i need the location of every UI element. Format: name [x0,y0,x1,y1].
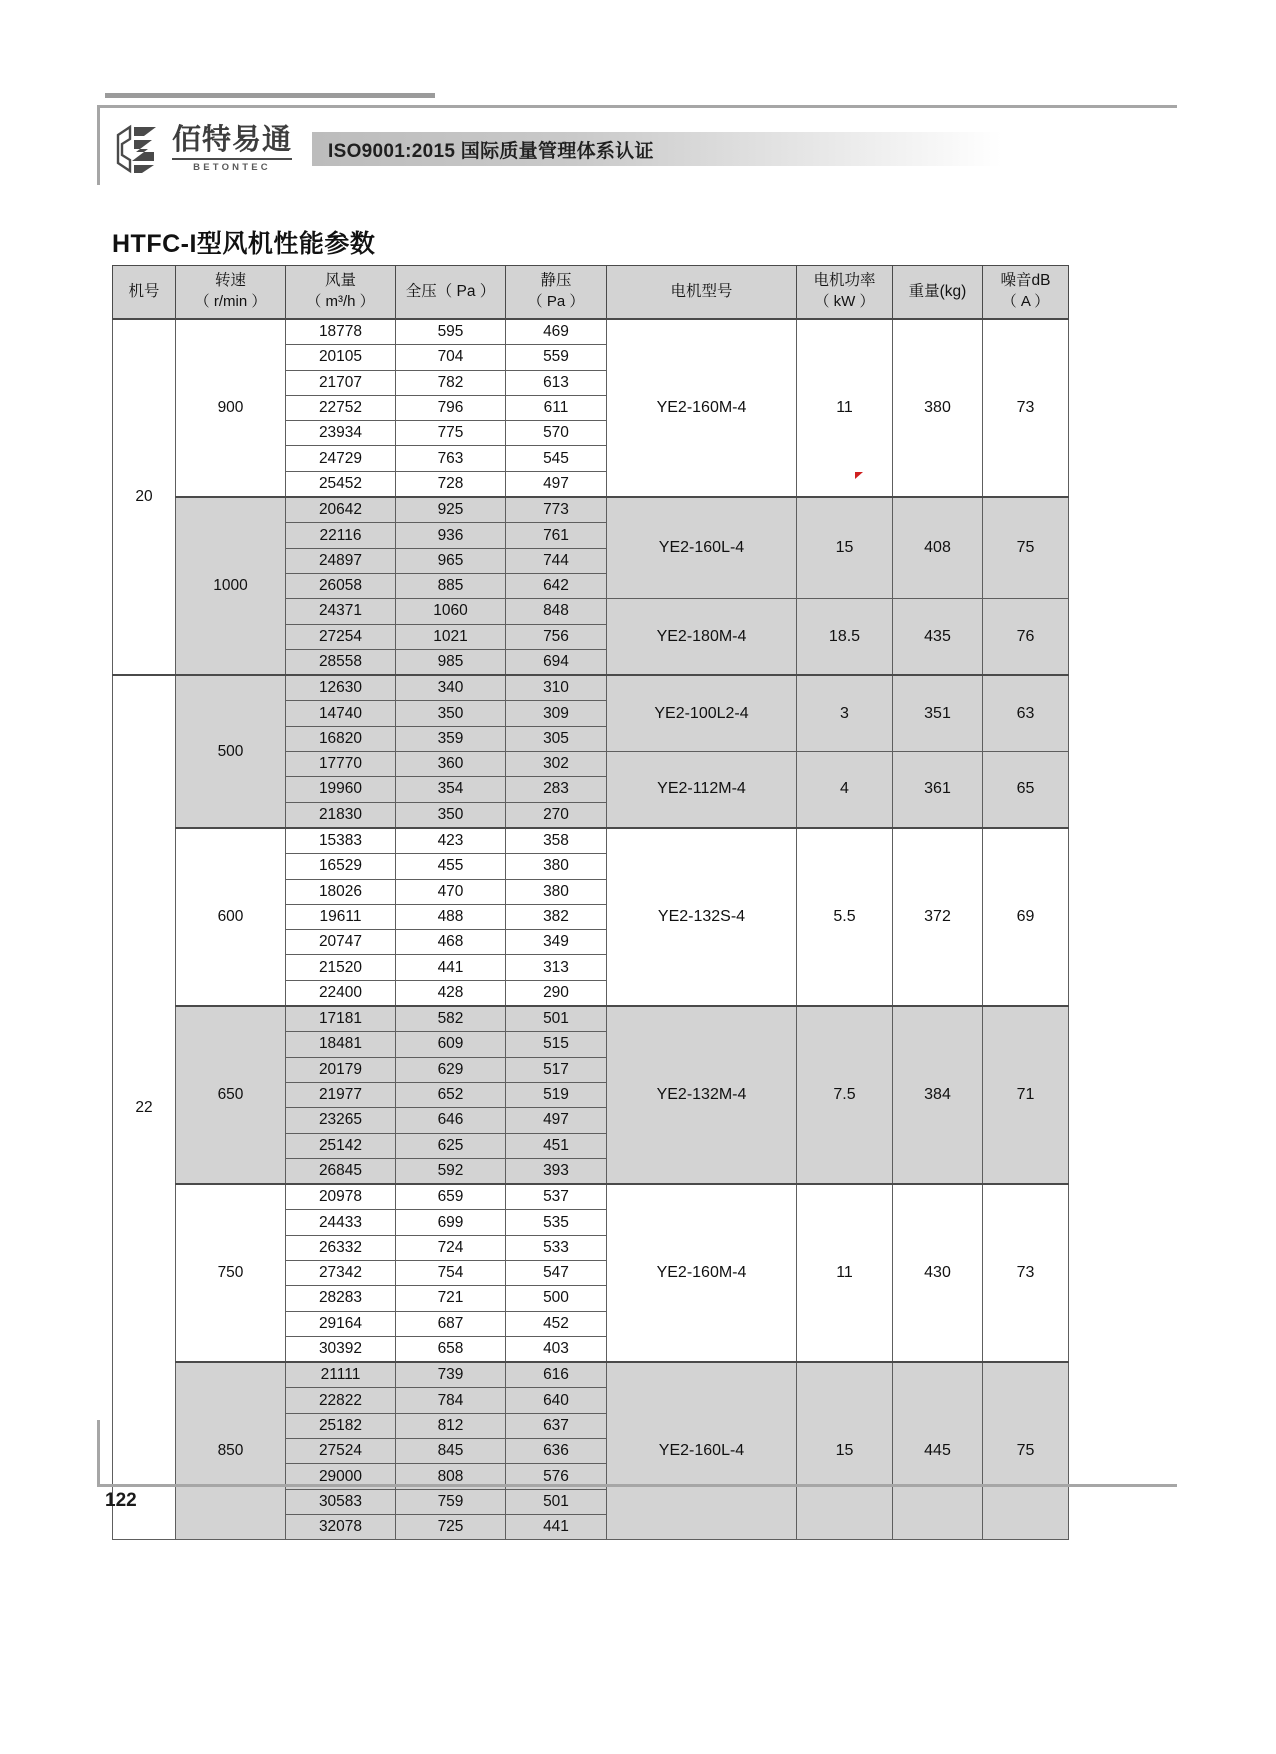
static-pressure-cell: 515 [506,1032,607,1057]
total-pressure-cell: 812 [396,1413,506,1438]
static-pressure-cell: 517 [506,1057,607,1082]
footer-rule-vertical [97,1420,100,1487]
static-pressure-cell: 380 [506,879,607,904]
total-pressure-cell: 699 [396,1210,506,1235]
flow-cell: 22822 [286,1388,396,1413]
flow-cell: 20179 [286,1057,396,1082]
total-pressure-cell: 936 [396,523,506,548]
total-pressure-cell: 646 [396,1108,506,1133]
total-pressure-cell: 739 [396,1362,506,1388]
static-pressure-cell: 519 [506,1082,607,1107]
flow-cell: 26845 [286,1158,396,1184]
flow-cell: 19611 [286,904,396,929]
table-row [113,828,1069,854]
total-pressure-cell: 428 [396,980,506,1006]
flow-cell: 29164 [286,1311,396,1336]
column-header-unit: （ m³/h ） [306,293,375,311]
total-pressure-cell: 754 [396,1260,506,1285]
flow-cell: 21520 [286,955,396,980]
flow-cell: 23934 [286,421,396,446]
motor-power-cell: 11 [797,319,893,497]
column-header-7 [893,266,983,320]
motor-model-cell: YE2-112M-4 [607,752,797,828]
flow-cell: 21977 [286,1082,396,1107]
column-header-unit: （ r/min ） [194,293,267,311]
weight-cell: 361 [893,752,983,828]
static-pressure-cell: 283 [506,777,607,802]
flow-cell: 14740 [286,701,396,726]
total-pressure-cell: 784 [396,1388,506,1413]
table-row [113,497,1069,523]
flow-cell: 20105 [286,345,396,370]
total-pressure-cell: 652 [396,1082,506,1107]
total-pressure-cell: 360 [396,752,506,777]
column-header-label: 噪音dB [1000,272,1051,290]
brand-header [110,118,1002,180]
total-pressure-cell: 592 [396,1158,506,1184]
flow-cell: 30392 [286,1336,396,1362]
static-pressure-cell: 547 [506,1260,607,1285]
static-pressure-cell: 616 [506,1362,607,1388]
static-pressure-cell: 545 [506,446,607,471]
column-header-unit: （ kW ） [814,293,875,311]
total-pressure-cell: 725 [396,1514,506,1539]
static-pressure-cell: 537 [506,1184,607,1210]
column-header-label: 电机型号 [670,282,733,300]
noise-cell: 73 [983,319,1069,497]
flow-cell: 16529 [286,854,396,879]
total-pressure-cell: 782 [396,370,506,395]
weight-cell: 380 [893,319,983,497]
speed-cell: 650 [176,1006,286,1184]
noise-cell: 75 [983,1362,1069,1540]
motor-model-cell: YE2-160M-4 [607,1184,797,1362]
motor-power-cell: 15 [797,1362,893,1540]
fan-performance-table [112,265,1069,1540]
flow-cell: 28283 [286,1286,396,1311]
brand-name-cn: 佰特易通 [172,126,292,160]
fan-performance-table-container [112,265,1051,1540]
motor-power-cell: 11 [797,1184,893,1362]
table-row [113,675,1069,701]
static-pressure-cell: 469 [506,319,607,345]
static-pressure-cell: 358 [506,828,607,854]
motor-model-cell: YE2-132S-4 [607,828,797,1006]
table-header-row [113,266,1069,320]
total-pressure-cell: 796 [396,395,506,420]
flow-cell: 12630 [286,675,396,701]
static-pressure-cell: 497 [506,471,607,497]
speed-cell: 900 [176,319,286,497]
flow-cell: 24371 [286,599,396,624]
static-pressure-cell: 441 [506,1514,607,1539]
static-pressure-cell: 756 [506,624,607,649]
static-pressure-cell: 497 [506,1108,607,1133]
total-pressure-cell: 354 [396,777,506,802]
flow-cell: 26058 [286,573,396,598]
static-pressure-cell: 451 [506,1133,607,1158]
machine-number-cell: 22 [113,675,176,1540]
column-header-4 [506,266,607,320]
total-pressure-cell: 728 [396,471,506,497]
total-pressure-cell: 658 [396,1336,506,1362]
column-header-5 [607,266,797,320]
flow-cell: 24897 [286,548,396,573]
static-pressure-cell: 613 [506,370,607,395]
total-pressure-cell: 629 [396,1057,506,1082]
flow-cell: 16820 [286,726,396,751]
static-pressure-cell: 694 [506,649,607,675]
noise-cell: 76 [983,599,1069,675]
header-rule-short [105,93,435,98]
noise-cell: 75 [983,497,1069,599]
flow-cell: 18778 [286,319,396,345]
flow-cell: 30583 [286,1489,396,1514]
total-pressure-cell: 845 [396,1439,506,1464]
weight-cell: 351 [893,675,983,751]
speed-cell: 500 [176,675,286,828]
noise-cell: 63 [983,675,1069,751]
flow-cell: 19960 [286,777,396,802]
total-pressure-cell: 455 [396,854,506,879]
total-pressure-cell: 1060 [396,599,506,624]
static-pressure-cell: 382 [506,904,607,929]
total-pressure-cell: 808 [396,1464,506,1489]
flow-cell: 27342 [286,1260,396,1285]
static-pressure-cell: 637 [506,1413,607,1438]
speed-cell: 750 [176,1184,286,1362]
total-pressure-cell: 763 [396,446,506,471]
noise-cell: 71 [983,1006,1069,1184]
static-pressure-cell: 452 [506,1311,607,1336]
static-pressure-cell: 501 [506,1006,607,1032]
static-pressure-cell: 559 [506,345,607,370]
noise-cell: 73 [983,1184,1069,1362]
column-header-3 [396,266,506,320]
column-header-0 [113,266,176,320]
weight-cell: 372 [893,828,983,1006]
static-pressure-cell: 640 [506,1388,607,1413]
total-pressure-cell: 340 [396,675,506,701]
static-pressure-cell: 501 [506,1489,607,1514]
static-pressure-cell: 642 [506,573,607,598]
speed-cell: 1000 [176,497,286,675]
motor-model-cell: YE2-160L-4 [607,497,797,599]
total-pressure-cell: 582 [396,1006,506,1032]
weight-cell: 430 [893,1184,983,1362]
static-pressure-cell: 500 [506,1286,607,1311]
flow-cell: 32078 [286,1514,396,1539]
static-pressure-cell: 380 [506,854,607,879]
column-header-label: 风量 [324,272,356,290]
static-pressure-cell: 305 [506,726,607,751]
noise-cell: 65 [983,752,1069,828]
table-row [113,1184,1069,1210]
table-row [113,1362,1069,1388]
total-pressure-cell: 359 [396,726,506,751]
flow-cell: 17770 [286,752,396,777]
column-header-6 [797,266,893,320]
flow-cell: 29000 [286,1464,396,1489]
total-pressure-cell: 659 [396,1184,506,1210]
motor-power-cell: 3 [797,675,893,751]
speed-cell: 850 [176,1362,286,1540]
brand-name-en: BETONTEC [193,161,271,173]
flow-cell: 25182 [286,1413,396,1438]
column-header-2 [286,266,396,320]
motor-power-cell: 5.5 [797,828,893,1006]
total-pressure-cell: 488 [396,904,506,929]
motor-model-cell: YE2-100L2-4 [607,675,797,751]
static-pressure-cell: 761 [506,523,607,548]
motor-model-cell: YE2-160L-4 [607,1362,797,1540]
weight-cell: 435 [893,599,983,675]
motor-model-cell: YE2-132M-4 [607,1006,797,1184]
total-pressure-cell: 350 [396,802,506,828]
static-pressure-cell: 611 [506,395,607,420]
flow-cell: 17181 [286,1006,396,1032]
flow-cell: 24729 [286,446,396,471]
static-pressure-cell: 535 [506,1210,607,1235]
static-pressure-cell: 393 [506,1158,607,1184]
flow-cell: 18481 [286,1032,396,1057]
flow-cell: 18026 [286,879,396,904]
page-title: HTFC-I型风机性能参数 [112,230,376,258]
total-pressure-cell: 441 [396,955,506,980]
flow-cell: 21707 [286,370,396,395]
column-header-label: 转速 [214,272,246,290]
flow-cell: 26332 [286,1235,396,1260]
column-header-label: 静压 [540,272,572,290]
flow-cell: 21111 [286,1362,396,1388]
red-annotation-mark [855,472,863,479]
betontec-logo-icon [110,121,166,177]
total-pressure-cell: 1021 [396,624,506,649]
total-pressure-cell: 885 [396,573,506,598]
flow-cell: 20978 [286,1184,396,1210]
column-header-unit: （ A ） [1001,293,1050,311]
table-row [113,319,1069,345]
flow-cell: 22400 [286,980,396,1006]
flow-cell: 27254 [286,624,396,649]
machine-number-cell: 20 [113,319,176,675]
flow-cell: 15383 [286,828,396,854]
static-pressure-cell: 576 [506,1464,607,1489]
table-body [113,319,1069,1540]
total-pressure-cell: 724 [396,1235,506,1260]
total-pressure-cell: 625 [396,1133,506,1158]
total-pressure-cell: 350 [396,701,506,726]
static-pressure-cell: 290 [506,980,607,1006]
column-header-label: 重量(kg) [908,282,967,300]
total-pressure-cell: 468 [396,930,506,955]
static-pressure-cell: 313 [506,955,607,980]
flow-cell: 21830 [286,802,396,828]
motor-power-cell: 4 [797,752,893,828]
motor-model-cell: YE2-180M-4 [607,599,797,675]
column-header-unit: （ Pa ） [527,293,585,311]
column-header-label: 电机功率 [813,272,876,290]
static-pressure-cell: 570 [506,421,607,446]
flow-cell: 20747 [286,930,396,955]
static-pressure-cell: 533 [506,1235,607,1260]
footer-rule [97,1484,1177,1487]
static-pressure-cell: 270 [506,802,607,828]
static-pressure-cell: 848 [506,599,607,624]
column-header-1 [176,266,286,320]
static-pressure-cell: 636 [506,1439,607,1464]
header-rule-vertical [97,105,100,185]
flow-cell: 22752 [286,395,396,420]
header-rule-long [97,105,1177,108]
flow-cell: 24433 [286,1210,396,1235]
motor-power-cell: 15 [797,497,893,599]
weight-cell: 445 [893,1362,983,1540]
static-pressure-cell: 349 [506,930,607,955]
column-header-8 [983,266,1069,320]
flow-cell: 27524 [286,1439,396,1464]
total-pressure-cell: 759 [396,1489,506,1514]
weight-cell: 384 [893,1006,983,1184]
weight-cell: 408 [893,497,983,599]
flow-cell: 23265 [286,1108,396,1133]
motor-model-cell: YE2-160M-4 [607,319,797,497]
static-pressure-cell: 403 [506,1336,607,1362]
flow-cell: 20642 [286,497,396,523]
static-pressure-cell: 310 [506,675,607,701]
total-pressure-cell: 985 [396,649,506,675]
static-pressure-cell: 309 [506,701,607,726]
total-pressure-cell: 423 [396,828,506,854]
brand-wordmark [172,123,293,173]
speed-cell: 600 [176,828,286,1006]
static-pressure-cell: 773 [506,497,607,523]
flow-cell: 25452 [286,471,396,497]
total-pressure-cell: 925 [396,497,506,523]
column-header-label: 机号 [128,282,160,300]
static-pressure-cell: 302 [506,752,607,777]
total-pressure-cell: 595 [396,319,506,345]
column-header-label: 全压（ Pa ） [405,282,496,300]
table-row [113,1006,1069,1032]
total-pressure-cell: 721 [396,1286,506,1311]
iso-certification-banner: ISO9001:2015 国际质量管理体系认证 [312,132,1002,166]
table-header [113,266,1069,320]
total-pressure-cell: 965 [396,548,506,573]
total-pressure-cell: 775 [396,421,506,446]
total-pressure-cell: 687 [396,1311,506,1336]
flow-cell: 28558 [286,649,396,675]
static-pressure-cell: 744 [506,548,607,573]
flow-cell: 25142 [286,1133,396,1158]
total-pressure-cell: 704 [396,345,506,370]
noise-cell: 69 [983,828,1069,1006]
flow-cell: 22116 [286,523,396,548]
total-pressure-cell: 470 [396,879,506,904]
motor-power-cell: 7.5 [797,1006,893,1184]
motor-power-cell: 18.5 [797,599,893,675]
total-pressure-cell: 609 [396,1032,506,1057]
page-number: 122 [105,1490,137,1511]
